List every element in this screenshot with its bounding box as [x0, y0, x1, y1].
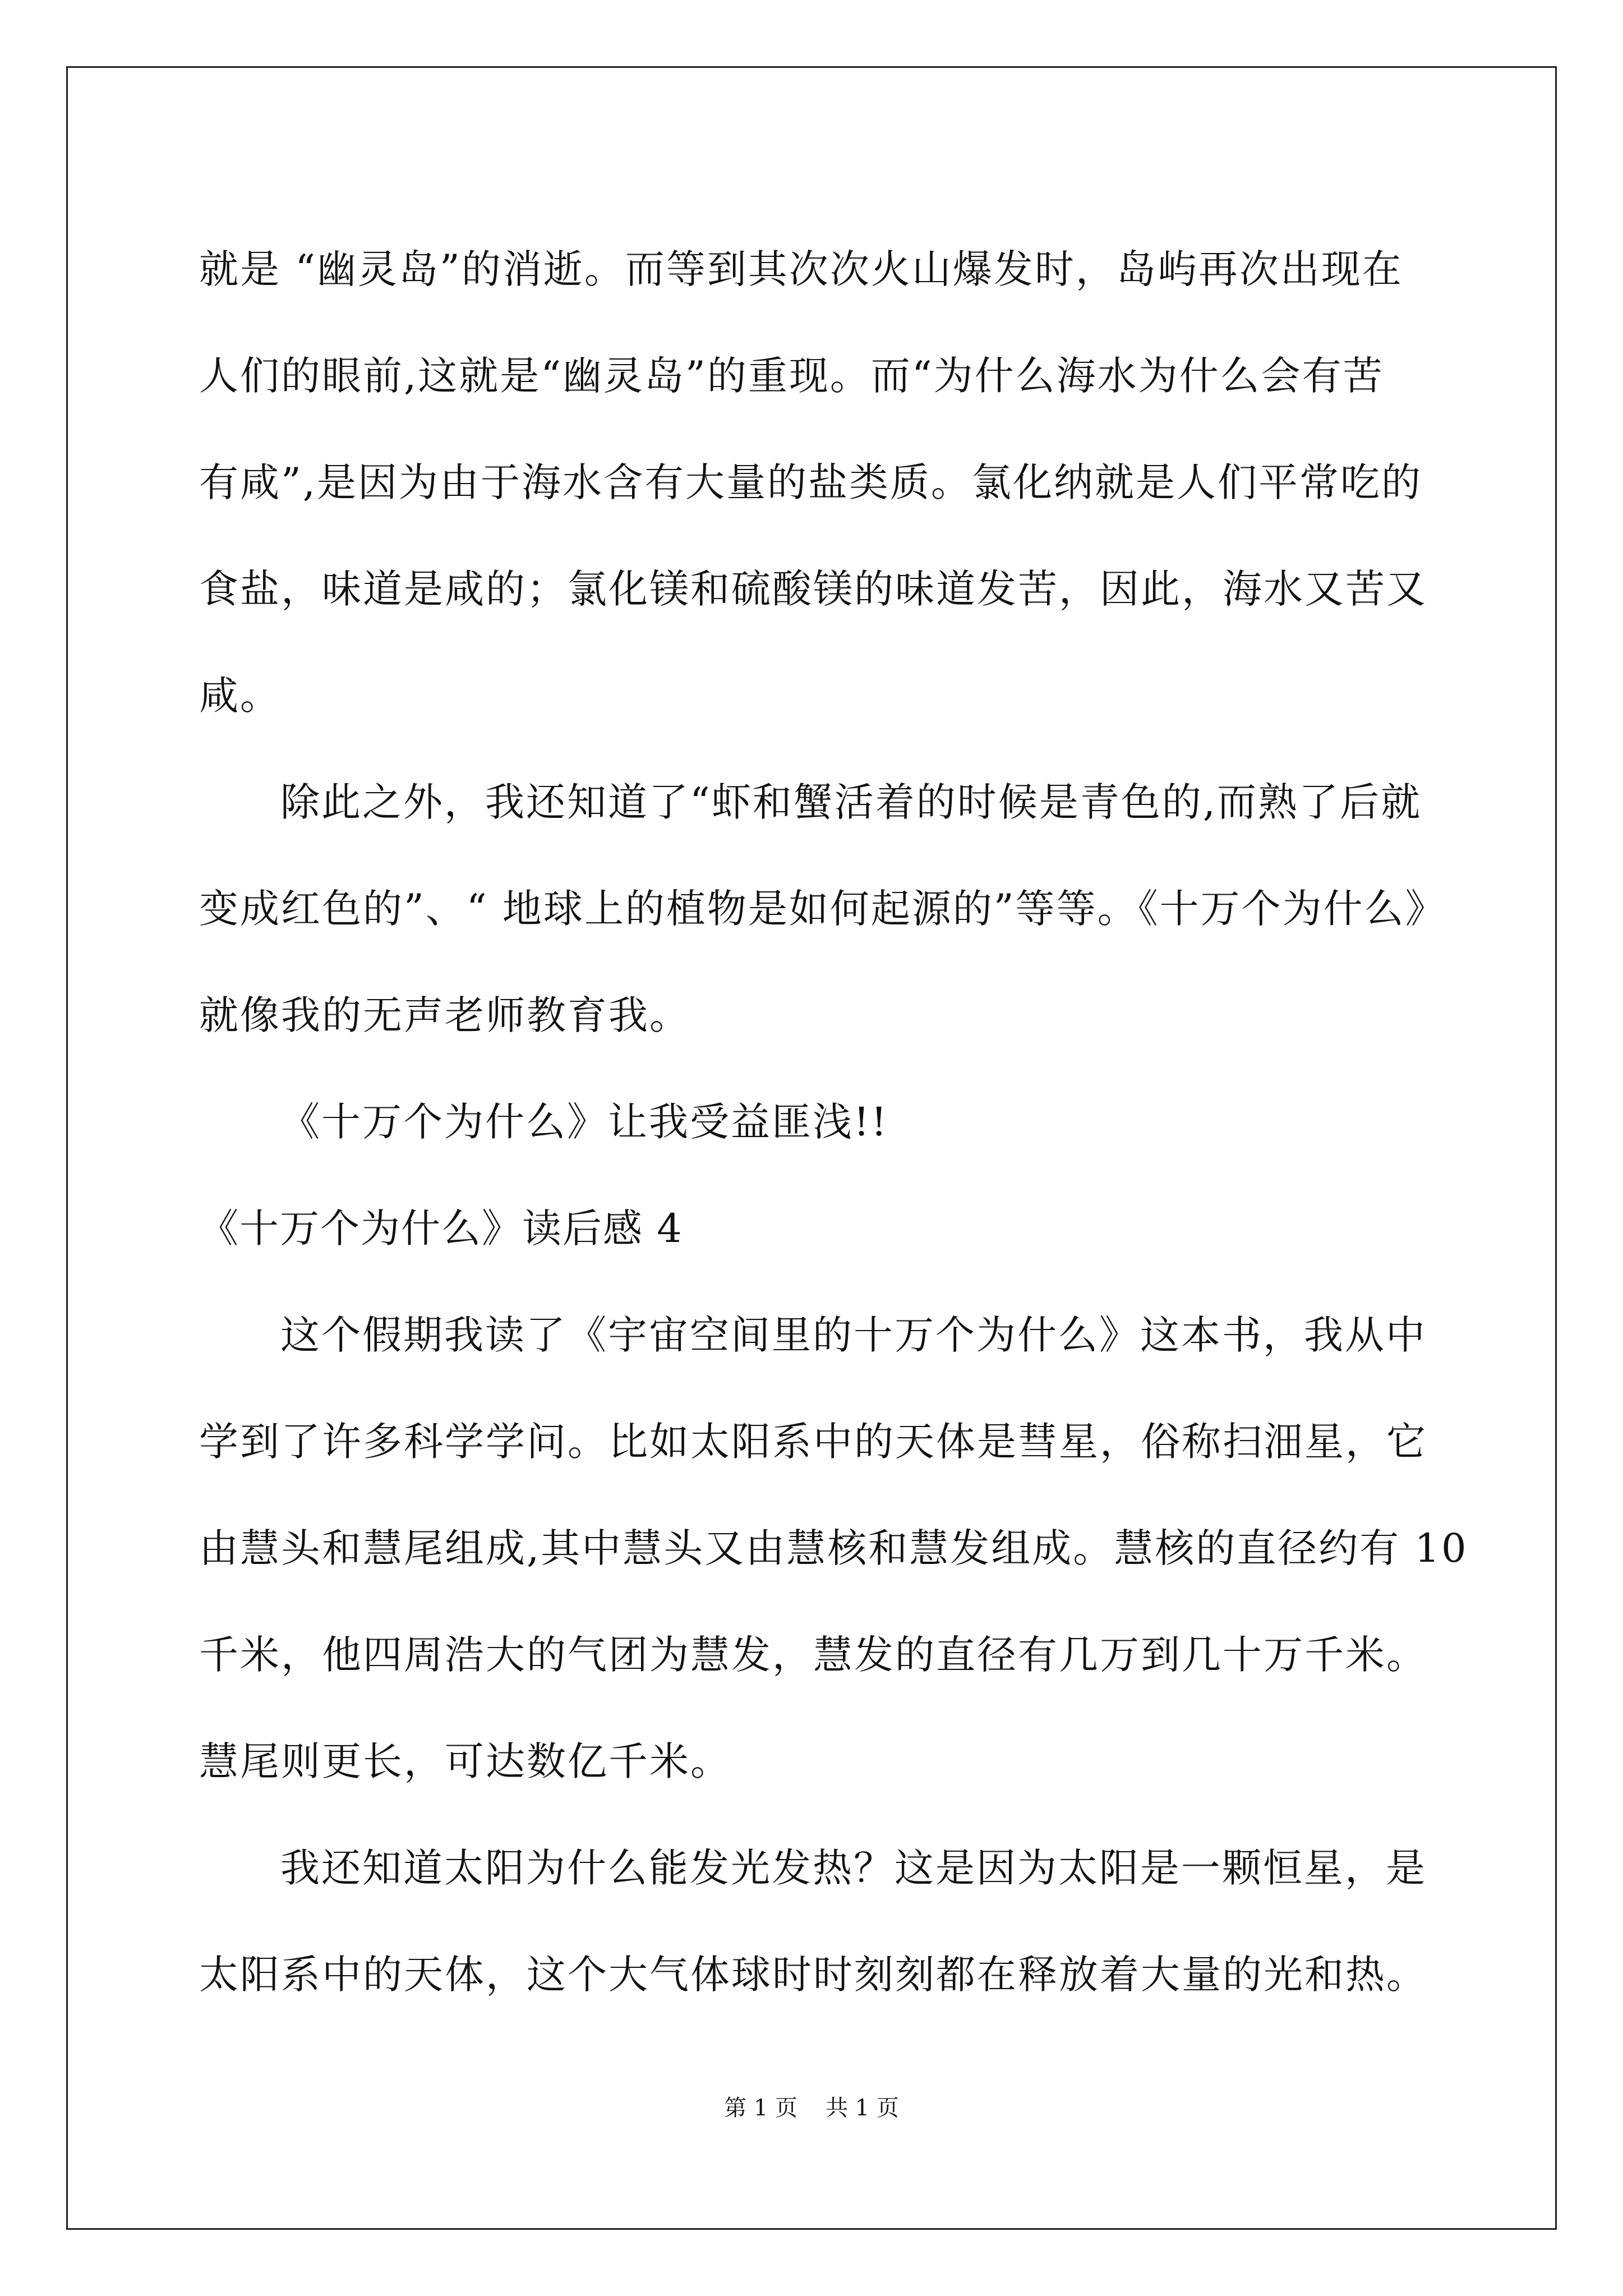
paragraph-first-line: 这个假期我读了《宇宙空间里的十万个为什么》这本书，我从中	[280, 1312, 1427, 1358]
paragraph-first-line: 除此之外，我还知道了“虾和蟹活着的时候是青色的,而熟了后就	[280, 779, 1422, 825]
text-line: 人们的眼前,这就是“幽灵岛”的重现。而“为什么海水为什么会有苦	[199, 353, 1384, 399]
page-total: 共 1 页	[826, 2095, 899, 2121]
section-heading: 《十万个为什么》读后感 4	[199, 1205, 683, 1251]
text-line: 千米，他四周浩大的气团为慧发，慧发的直径有几万到几十万千米。	[199, 1632, 1427, 1678]
text-line: 慧尾则更长，可达数亿千米。	[199, 1738, 731, 1784]
text-line: 变成红色的”、“ 地球上的植物是如何起源的”等等。《十万个为什么》	[199, 886, 1446, 932]
text-line: 就是 “幽灵岛”的消逝。而等到其次次火山爆发时，岛屿再次出现在	[199, 246, 1403, 292]
text-line: 太阳系中的天体，这个大气体球时时刻刻都在释放着大量的光和热。	[199, 1952, 1427, 1998]
page-number: 第 1 页	[724, 2095, 797, 2121]
paragraph-first-line: 《十万个为什么》让我受益匪浅!!	[280, 1099, 889, 1145]
text-line: 食盐，味道是咸的；氯化镁和硫酸镁的味道发苦，因此，海水又苦又	[199, 566, 1427, 612]
page-footer	[0, 2091, 1623, 2125]
paragraph-first-line: 我还知道太阳为什么能发光发热？这是因为太阳是一颗恒星，是	[280, 1845, 1427, 1891]
document-body	[199, 216, 1468, 2028]
text-line: 就像我的无声老师教育我。	[199, 992, 690, 1038]
text-line: 学到了许多科学学问。比如太阳系中的天体是彗星，俗称扫沺星，它	[199, 1419, 1427, 1465]
text-line: 咸。	[199, 673, 281, 719]
text-line: 有咸”,是因为由于海水含有大量的盐类质。氯化纳就是人们平常吃的	[199, 459, 1423, 505]
text-line: 由慧头和慧尾组成,其中慧头又由慧核和慧发组成。慧核的直径约有 10	[199, 1525, 1468, 1571]
